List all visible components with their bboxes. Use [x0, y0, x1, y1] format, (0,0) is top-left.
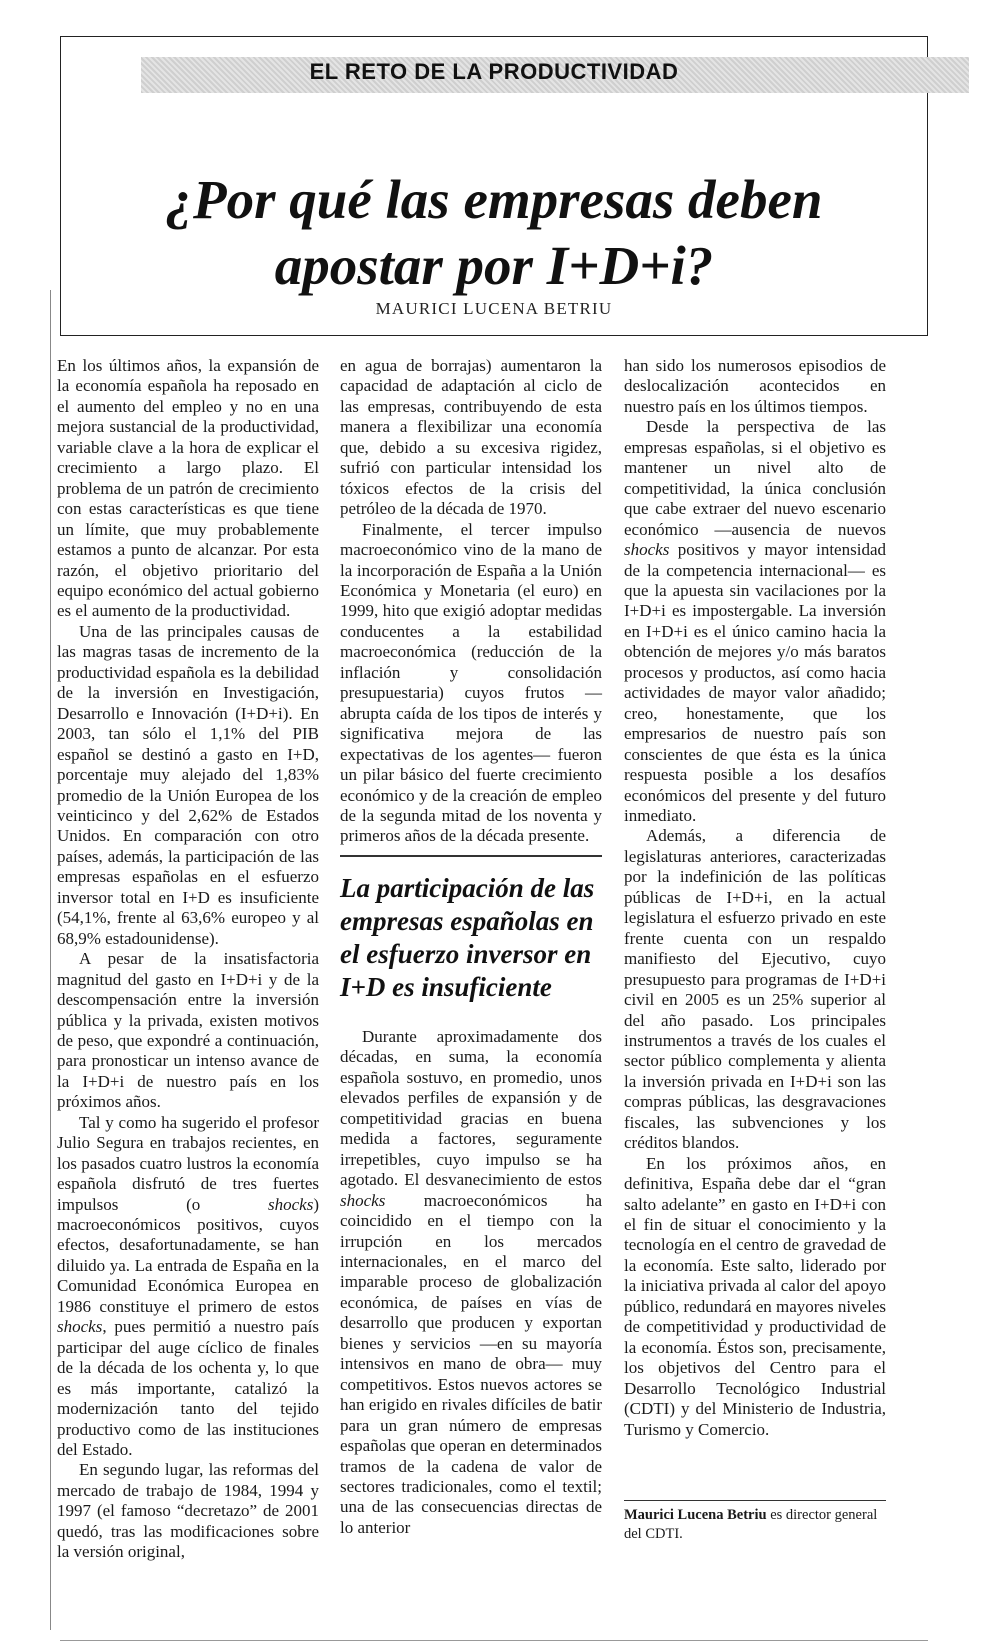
column-2-bottom	[340, 1027, 602, 1538]
section-kicker: EL RETO DE LA PRODUCTIVIDAD	[309, 59, 679, 84]
paragraph: En los próximos años, en definitiva, España debe dar el “gran salto adelante” en gasto en I+D+i con el fin de situar el conocimiento y la tecnología en el centro de gravedad de la economía. Este salto, liderado por la iniciativa privada al calor del apoyo público, redundará en mayores niveles de competitividad y productividad de la economía. Éstos son, precisamente, los objetivos del Centro para el Desarrollo Tecnológico Industrial (CDTI) y del Ministerio de Industria, Turismo y Comercio.	[624, 1153, 886, 1439]
author-note-name: Maurici Lucena Betriu	[624, 1507, 767, 1523]
paragraph: En los últimos años, la expansión de la economía española ha reposado en el aumento del empleo y no en una mejora sustancial de la productividad, variable clave a la hora de explicar el crecimiento a largo plazo. El problema de un patrón de crecimiento con estas características es que tiene un límite, que muy probablemente estamos a punto de alcanzar. Por esta razón, el objetivo prioritario del equipo económico del actual gobierno es el aumento de la productividad.	[57, 356, 319, 621]
article-title-line-2: apostar por I+D+i?	[274, 235, 714, 296]
paragraph: A pesar de la insatisfactoria magnitud del gasto en I+D+i y de la descompensación entre la inversión pública y la privada, existen motivos de peso, que expondré a continuación, para pronosticar un intenso avance de la I+D+i de nuestro país en los próximos años.	[57, 949, 319, 1112]
author-note-role: es director general del CDTI.	[624, 1507, 878, 1542]
author-note-rule	[624, 1500, 886, 1501]
paragraph: Finalmente, el tercer impulso macroeconómico vino de la mano de la incorporación de España a la Unión Económica y Monetaria (el euro) en 1999, hito que exigió adoptar medidas conducentes a la estabilidad macroeconómica (reducción de la inflación y consolidación presupuestaria) cuyos frutos —abrupta caída de los tipos de interés y significativa mejora de las expectativas de los agentes— fueron un pilar básico del fuerte crecimiento económico y de la creación de empleo de la segunda mitad de los noventa y primeros años de la década presente.	[340, 519, 602, 846]
italic-term: shocks	[340, 1190, 386, 1210]
paragraph: han sido los numerosos episodios de deslocalización acontecidos en nuestro país en los últimos tiempos.	[624, 356, 886, 416]
article-title	[61, 167, 927, 299]
paragraph: Tal y como ha sugerido el profesor Julio Segura en trabajos recientes, en los pasados cuatro lustros la economía española disfrutó de tres fuertes impulsos (o shocks) macroeconómicos positivos, cuyos efectos, desafortunadamente, se han diluido ya. La entrada de España en la Comunidad Económica Europea en 1986 constituye el primero de estos shocks, pues permitió a nuestro país participar del auge cíclico de finales de la década de los ochenta y, lo que es más importante, catalizó la modernización tanto del tejido productivo como de las instituciones del Estado.	[57, 1112, 319, 1460]
paragraph: En segundo lugar, las reformas del mercado de trabajo de 1984, 1994 y 1997 (el famoso “decretazo” de 2001 quedó, tras las modificaciones sobre la versión original,	[57, 1460, 319, 1562]
paragraph: Durante aproximadamente dos décadas, en suma, la economía española sostuvo, en promedio, unos elevados perfiles de expansión y de competitividad gracias en buena medida a factores, seguramente irrepetibles, cuyo impulso se ha agotado. El desvanecimiento de estos shocks macroeconómicos ha coincidido en el tiempo con la irrupción en los mercados internacionales, en el marco del imparable proceso de globalización económica, de países en vías de desarrollo que producen y exportan bienes y servicios —en su mayoría intensivos en mano de obra— muy competitivos. Estos nuevos actores se han erigido en rivales difíciles de batir para un gran número de empresas españolas que operan en determinados tramos de la cadena de valor de sectores tradicionales, como el textil; una de las consecuencias directas de lo anterior	[340, 1027, 602, 1537]
column-3	[624, 356, 886, 1440]
column-1	[57, 356, 319, 1563]
headline-box	[60, 36, 928, 336]
article-title-line-1: ¿Por qué las empresas deben	[165, 169, 823, 230]
italic-term: shocks	[268, 1194, 314, 1214]
paragraph: en agua de borrajas) aumentaron la capacidad de adaptación al ciclo de las empresas, contribuyendo de esta manera a flexibilizar una economía que, debido a su excesiva rigidez, sufrió con particular intensidad los tóxicos efectos de la crisis del petróleo de la década de 1970.	[340, 356, 602, 519]
left-margin-rule	[50, 290, 51, 1630]
paragraph: Una de las principales causas de las magras tasas de incremento de la productividad española es la debilidad de la inversión en Investigación, Desarrollo e Innovación (I+D+i). En 2003, tan sólo el 1,1% del PIB español se destinó a gasto en I+D, porcentaje muy alejado del 1,83% promedio de la Unión Europea de los veinticinco y del 2,62% de Estados Unidos. En comparación con otro países, además, la participación de las empresas españolas en el esfuerzo inversor total en I+D es insuficiente (54,1%, frente al 63,6% europeo y al 68,9% estadounidense).	[57, 621, 319, 948]
paragraph: Desde la perspectiva de las empresas españolas, si el objetivo es mantener un nivel alto de competitividad, la única conclusión que cabe extraer del nuevo escenario económico —ausencia de nuevos shocks positivos y mayor intensidad de la competencia internacional— es que la apuesta sin vacilaciones por la I+D+i es impostergable. La inversión en I+D+i es el único camino hacia la obtención de mejores y/o más baratos procesos y productos, así como hacia actividades de mayor valor añadido; creo, honestamente, que los empresarios de nuestro país son conscientes de que ésta es la única respuesta posible a los desafíos económicos del presente y del futuro inmediato.	[624, 417, 886, 825]
paragraph: Además, a diferencia de legislaturas anteriores, caracterizadas por la indefinición de las políticas públicas de I+D+i, en la actual legislatura el esfuerzo privado en este frente cuenta con un respaldo manifiesto del Ejecutivo, cuyo presupuesto para programas de I+D+i civil en 2005 es un 25% superior al del año pasado. Los principales instrumentos a través de los cuales el sector público complementa y alienta la inversión privada en I+D+i son las compras públicas, las desgravaciones fiscales, las subvenciones y los créditos blandos.	[624, 826, 886, 1153]
column-2-top	[340, 356, 602, 847]
pullquote-rule	[340, 855, 602, 857]
pullquote: La participación de las empresas españolas en el esfuerzo inversor en I+D es insuficiente	[340, 873, 595, 1002]
byline: MAURICI LUCENA BETRIU	[375, 299, 613, 318]
italic-term: shocks	[624, 540, 670, 560]
page-bottom-rule	[60, 1640, 928, 1641]
italic-term: shocks	[57, 1317, 103, 1337]
author-note	[624, 1506, 886, 1544]
